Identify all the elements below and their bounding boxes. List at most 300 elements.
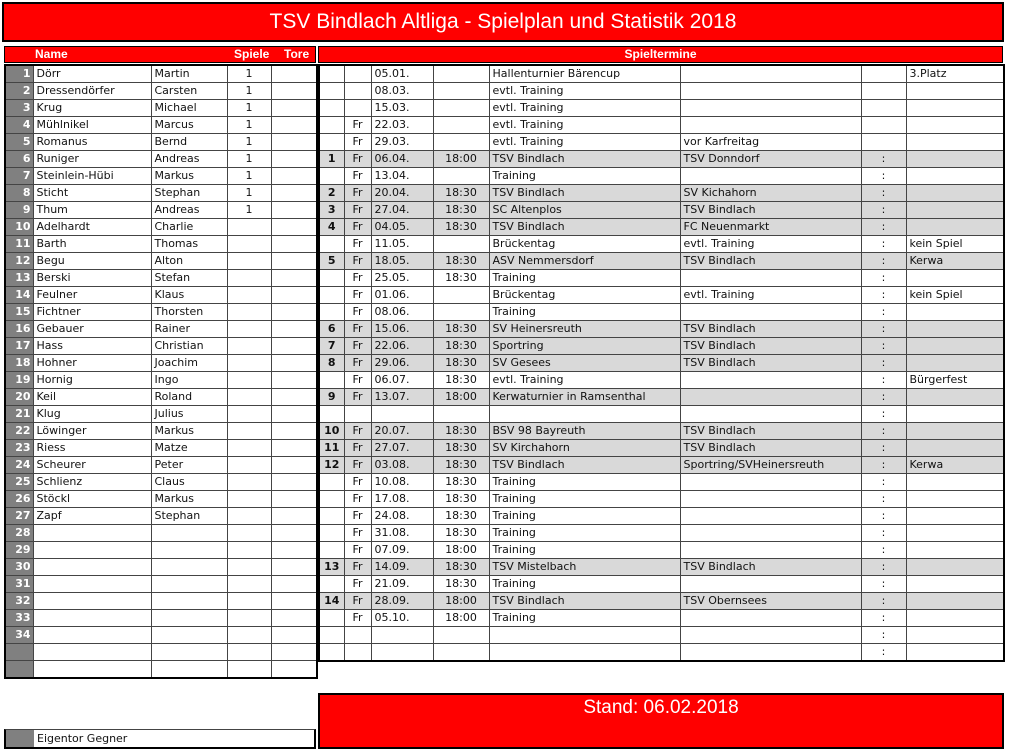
match-home: SV Heinersreuth <box>489 321 680 338</box>
player-firstname: Andreas <box>151 151 227 168</box>
match-away <box>680 525 861 542</box>
match-score: : <box>861 270 906 287</box>
player-number <box>5 644 33 661</box>
player-lastname <box>33 661 151 678</box>
match-time: 18:30 <box>433 474 489 491</box>
match-note: 3.Platz <box>906 65 1004 83</box>
player-spiele: 1 <box>227 100 271 117</box>
player-firstname <box>151 593 227 610</box>
player-firstname: Stephan <box>151 185 227 202</box>
player-row <box>5 151 317 168</box>
player-tore <box>271 525 317 542</box>
player-number: 29 <box>5 542 33 559</box>
schedule-row <box>319 270 1004 287</box>
match-note <box>906 440 1004 457</box>
match-time <box>433 304 489 321</box>
match-away: TSV Bindlach <box>680 559 861 576</box>
schedule-row <box>319 610 1004 627</box>
player-row <box>5 236 317 253</box>
match-number <box>319 610 344 627</box>
match-day: Fr <box>344 219 371 236</box>
player-tore <box>271 117 317 134</box>
match-score: : <box>861 457 906 474</box>
player-row <box>5 457 317 474</box>
player-row <box>5 304 317 321</box>
player-row <box>5 202 317 219</box>
match-away <box>680 100 861 117</box>
match-away: evtl. Training <box>680 236 861 253</box>
match-date: 22.03. <box>371 117 433 134</box>
player-lastname <box>33 559 151 576</box>
match-score: : <box>861 423 906 440</box>
match-day: Fr <box>344 117 371 134</box>
player-row <box>5 406 317 423</box>
match-number <box>319 83 344 100</box>
match-score: : <box>861 185 906 202</box>
match-home: Training <box>489 525 680 542</box>
schedule-row <box>319 134 1004 151</box>
match-date: 17.08. <box>371 491 433 508</box>
player-tore <box>271 151 317 168</box>
player-row <box>5 525 317 542</box>
match-home: Training <box>489 491 680 508</box>
match-day: Fr <box>344 491 371 508</box>
player-spiele <box>227 644 271 661</box>
match-day <box>344 83 371 100</box>
match-home: BSV 98 Bayreuth <box>489 423 680 440</box>
player-spiele: 1 <box>227 134 271 151</box>
player-tore <box>271 593 317 610</box>
player-number <box>5 661 33 678</box>
match-number <box>319 474 344 491</box>
match-number <box>319 508 344 525</box>
player-spiele: 1 <box>227 151 271 168</box>
player-tore <box>271 457 317 474</box>
match-note <box>906 593 1004 610</box>
match-number <box>319 627 344 644</box>
match-date: 29.03. <box>371 134 433 151</box>
player-spiele: 1 <box>227 65 271 83</box>
player-lastname: Zapf <box>33 508 151 525</box>
player-tore <box>271 559 317 576</box>
player-spiele <box>227 525 271 542</box>
schedule-row <box>319 321 1004 338</box>
header-tore: Tore <box>284 47 310 61</box>
player-number: 33 <box>5 610 33 627</box>
match-day: Fr <box>344 236 371 253</box>
schedule-row <box>319 287 1004 304</box>
match-time: 18:30 <box>433 321 489 338</box>
match-time: 18:00 <box>433 542 489 559</box>
schedule-row <box>319 372 1004 389</box>
match-day: Fr <box>344 338 371 355</box>
player-number: 20 <box>5 389 33 406</box>
match-number <box>319 304 344 321</box>
player-tore <box>271 219 317 236</box>
match-time: 18:30 <box>433 372 489 389</box>
match-date: 06.07. <box>371 372 433 389</box>
player-row <box>5 576 317 593</box>
player-lastname: Krug <box>33 100 151 117</box>
player-lastname: Hass <box>33 338 151 355</box>
player-firstname: Thomas <box>151 236 227 253</box>
player-row <box>5 134 317 151</box>
match-time <box>433 100 489 117</box>
schedule-row <box>319 542 1004 559</box>
match-note <box>906 508 1004 525</box>
match-away <box>680 270 861 287</box>
match-note <box>906 559 1004 576</box>
player-tore <box>271 576 317 593</box>
schedule-row <box>319 627 1004 644</box>
match-number: 1 <box>319 151 344 168</box>
match-score <box>861 134 906 151</box>
match-away: TSV Bindlach <box>680 355 861 372</box>
player-spiele: 1 <box>227 185 271 202</box>
match-date: 21.09. <box>371 576 433 593</box>
match-home: TSV Bindlach <box>489 593 680 610</box>
player-lastname: Romanus <box>33 134 151 151</box>
match-day: Fr <box>344 287 371 304</box>
player-number: 9 <box>5 202 33 219</box>
match-score: : <box>861 236 906 253</box>
player-number: 23 <box>5 440 33 457</box>
match-day: Fr <box>344 389 371 406</box>
match-home: evtl. Training <box>489 100 680 117</box>
schedule-row <box>319 474 1004 491</box>
player-tore <box>271 253 317 270</box>
match-number: 8 <box>319 355 344 372</box>
schedule-row <box>319 83 1004 100</box>
match-note <box>906 202 1004 219</box>
match-note <box>906 627 1004 644</box>
match-score: : <box>861 559 906 576</box>
player-spiele <box>227 661 271 678</box>
player-lastname: Keil <box>33 389 151 406</box>
match-time: 18:30 <box>433 338 489 355</box>
match-number: 2 <box>319 185 344 202</box>
schedule-row <box>319 151 1004 168</box>
player-firstname: Stephan <box>151 508 227 525</box>
player-row <box>5 423 317 440</box>
match-date: 03.08. <box>371 457 433 474</box>
match-day: Fr <box>344 440 371 457</box>
match-note <box>906 474 1004 491</box>
player-tore <box>271 491 317 508</box>
match-date: 11.05. <box>371 236 433 253</box>
match-number <box>319 406 344 423</box>
match-date: 05.10. <box>371 610 433 627</box>
match-score <box>861 117 906 134</box>
player-spiele <box>227 440 271 457</box>
match-score: : <box>861 406 906 423</box>
player-lastname: Scheurer <box>33 457 151 474</box>
player-number: 12 <box>5 253 33 270</box>
match-score: : <box>861 151 906 168</box>
player-firstname: Claus <box>151 474 227 491</box>
player-lastname: Stöckl <box>33 491 151 508</box>
match-number <box>319 100 344 117</box>
match-number: 3 <box>319 202 344 219</box>
player-row <box>5 338 317 355</box>
match-number <box>319 525 344 542</box>
match-away <box>680 644 861 662</box>
match-number <box>319 542 344 559</box>
player-row <box>5 372 317 389</box>
match-time: 18:30 <box>433 508 489 525</box>
player-spiele <box>227 559 271 576</box>
match-note <box>906 117 1004 134</box>
match-number <box>319 65 344 83</box>
eigentor-row <box>4 729 316 749</box>
match-day: Fr <box>344 168 371 185</box>
match-date: 06.04. <box>371 151 433 168</box>
player-tore <box>271 372 317 389</box>
player-spiele: 1 <box>227 83 271 100</box>
player-number: 11 <box>5 236 33 253</box>
player-tore <box>271 440 317 457</box>
eigentor-num-cell <box>6 730 34 747</box>
player-number: 7 <box>5 168 33 185</box>
match-time: 18:00 <box>433 151 489 168</box>
match-date: 18.05. <box>371 253 433 270</box>
player-spiele <box>227 355 271 372</box>
player-firstname <box>151 627 227 644</box>
player-tore <box>271 389 317 406</box>
player-firstname <box>151 644 227 661</box>
match-number: 5 <box>319 253 344 270</box>
match-score: : <box>861 304 906 321</box>
match-number <box>319 236 344 253</box>
match-note <box>906 151 1004 168</box>
player-spiele <box>227 304 271 321</box>
match-away <box>680 372 861 389</box>
match-time: 18:30 <box>433 491 489 508</box>
player-tore <box>271 406 317 423</box>
player-lastname: Steinlein-Hübi <box>33 168 151 185</box>
match-away: TSV Bindlach <box>680 338 861 355</box>
schedule-row <box>319 389 1004 406</box>
sheet-title: TSV Bindlach Altliga - Spielplan und Statistik 2018 <box>2 2 1004 42</box>
player-firstname: Michael <box>151 100 227 117</box>
player-firstname: Joachim <box>151 355 227 372</box>
player-tore <box>271 321 317 338</box>
player-spiele <box>227 576 271 593</box>
match-home: ASV Nemmersdorf <box>489 253 680 270</box>
schedule-row <box>319 100 1004 117</box>
match-date: 27.07. <box>371 440 433 457</box>
match-day: Fr <box>344 253 371 270</box>
match-number: 10 <box>319 423 344 440</box>
player-row <box>5 661 317 678</box>
player-lastname: Hohner <box>33 355 151 372</box>
player-tore <box>271 185 317 202</box>
match-time: 18:00 <box>433 389 489 406</box>
match-home: Kerwaturnier in Ramsenthal <box>489 389 680 406</box>
schedule-row <box>319 168 1004 185</box>
player-firstname: Charlie <box>151 219 227 236</box>
player-number: 24 <box>5 457 33 474</box>
match-score: : <box>861 253 906 270</box>
player-row <box>5 287 317 304</box>
player-spiele <box>227 542 271 559</box>
match-score: : <box>861 576 906 593</box>
match-date: 04.05. <box>371 219 433 236</box>
player-spiele <box>227 627 271 644</box>
match-note: kein Spiel <box>906 236 1004 253</box>
player-tore <box>271 287 317 304</box>
match-score: : <box>861 525 906 542</box>
match-number: 6 <box>319 321 344 338</box>
player-number: 5 <box>5 134 33 151</box>
match-away: TSV Donndorf <box>680 151 861 168</box>
match-home: evtl. Training <box>489 134 680 151</box>
match-date: 01.06. <box>371 287 433 304</box>
player-firstname: Markus <box>151 491 227 508</box>
match-time: 18:30 <box>433 253 489 270</box>
player-firstname: Thorsten <box>151 304 227 321</box>
player-lastname: Dörr <box>33 65 151 83</box>
player-number: 4 <box>5 117 33 134</box>
player-firstname: Peter <box>151 457 227 474</box>
match-home: Brückentag <box>489 236 680 253</box>
match-away: evtl. Training <box>680 287 861 304</box>
player-firstname: Markus <box>151 168 227 185</box>
player-spiele <box>227 321 271 338</box>
player-tore <box>271 134 317 151</box>
match-time: 18:30 <box>433 355 489 372</box>
match-day: Fr <box>344 576 371 593</box>
match-home: SC Altenplos <box>489 202 680 219</box>
match-day <box>344 627 371 644</box>
match-time: 18:30 <box>433 202 489 219</box>
player-lastname <box>33 610 151 627</box>
match-date: 28.09. <box>371 593 433 610</box>
match-day: Fr <box>344 457 371 474</box>
player-tore <box>271 202 317 219</box>
match-number <box>319 287 344 304</box>
player-row <box>5 610 317 627</box>
match-home: evtl. Training <box>489 372 680 389</box>
match-time: 18:30 <box>433 270 489 287</box>
player-row <box>5 627 317 644</box>
schedule-table <box>318 64 1005 662</box>
match-away: TSV Obernsees <box>680 593 861 610</box>
match-time <box>433 287 489 304</box>
player-number: 10 <box>5 219 33 236</box>
match-day: Fr <box>344 355 371 372</box>
player-lastname: Adelhardt <box>33 219 151 236</box>
player-spiele <box>227 474 271 491</box>
schedule-row <box>319 202 1004 219</box>
player-number: 17 <box>5 338 33 355</box>
player-number: 2 <box>5 83 33 100</box>
match-away <box>680 83 861 100</box>
player-number: 25 <box>5 474 33 491</box>
eigentor-label: Eigentor Gegner <box>37 732 128 745</box>
schedule-row <box>319 644 1004 662</box>
player-tore <box>271 236 317 253</box>
match-date: 13.07. <box>371 389 433 406</box>
match-number <box>319 270 344 287</box>
match-time <box>433 134 489 151</box>
player-lastname: Sticht <box>33 185 151 202</box>
match-date: 20.04. <box>371 185 433 202</box>
header-name: Name <box>35 47 68 61</box>
match-day <box>344 644 371 662</box>
match-time <box>433 644 489 662</box>
match-score: : <box>861 627 906 644</box>
match-away <box>680 627 861 644</box>
match-day: Fr <box>344 542 371 559</box>
match-date: 07.09. <box>371 542 433 559</box>
player-number: 32 <box>5 593 33 610</box>
player-firstname: Andreas <box>151 202 227 219</box>
player-spiele <box>227 457 271 474</box>
match-away <box>680 117 861 134</box>
schedule-row <box>319 355 1004 372</box>
match-day: Fr <box>344 508 371 525</box>
player-number: 34 <box>5 627 33 644</box>
player-tore <box>271 627 317 644</box>
match-home: Brückentag <box>489 287 680 304</box>
match-home: Training <box>489 474 680 491</box>
player-firstname: Carsten <box>151 83 227 100</box>
match-date: 20.07. <box>371 423 433 440</box>
match-date: 22.06. <box>371 338 433 355</box>
player-lastname <box>33 627 151 644</box>
player-number: 21 <box>5 406 33 423</box>
match-day: Fr <box>344 525 371 542</box>
match-day: Fr <box>344 151 371 168</box>
player-firstname: Matze <box>151 440 227 457</box>
player-lastname: Löwinger <box>33 423 151 440</box>
match-time: 18:30 <box>433 440 489 457</box>
match-away: TSV Bindlach <box>680 423 861 440</box>
player-row <box>5 253 317 270</box>
match-day: Fr <box>344 304 371 321</box>
match-day: Fr <box>344 202 371 219</box>
match-home: Hallenturnier Bärencup <box>489 65 680 83</box>
match-away: FC Neuenmarkt <box>680 219 861 236</box>
player-number: 31 <box>5 576 33 593</box>
player-row <box>5 355 317 372</box>
schedule-row <box>319 117 1004 134</box>
player-spiele <box>227 610 271 627</box>
match-number <box>319 576 344 593</box>
player-firstname <box>151 576 227 593</box>
player-tore <box>271 168 317 185</box>
player-number: 6 <box>5 151 33 168</box>
player-firstname: Christian <box>151 338 227 355</box>
players-table <box>4 64 318 679</box>
player-lastname: Feulner <box>33 287 151 304</box>
schedule-row <box>319 576 1004 593</box>
match-note <box>906 542 1004 559</box>
player-firstname <box>151 542 227 559</box>
match-away: TSV Bindlach <box>680 202 861 219</box>
match-home <box>489 644 680 662</box>
match-score <box>861 65 906 83</box>
match-date: 25.05. <box>371 270 433 287</box>
match-number: 14 <box>319 593 344 610</box>
schedule-row <box>319 406 1004 423</box>
match-score: : <box>861 372 906 389</box>
match-home: SV Gesees <box>489 355 680 372</box>
player-spiele <box>227 508 271 525</box>
match-number <box>319 644 344 662</box>
match-note <box>906 644 1004 662</box>
